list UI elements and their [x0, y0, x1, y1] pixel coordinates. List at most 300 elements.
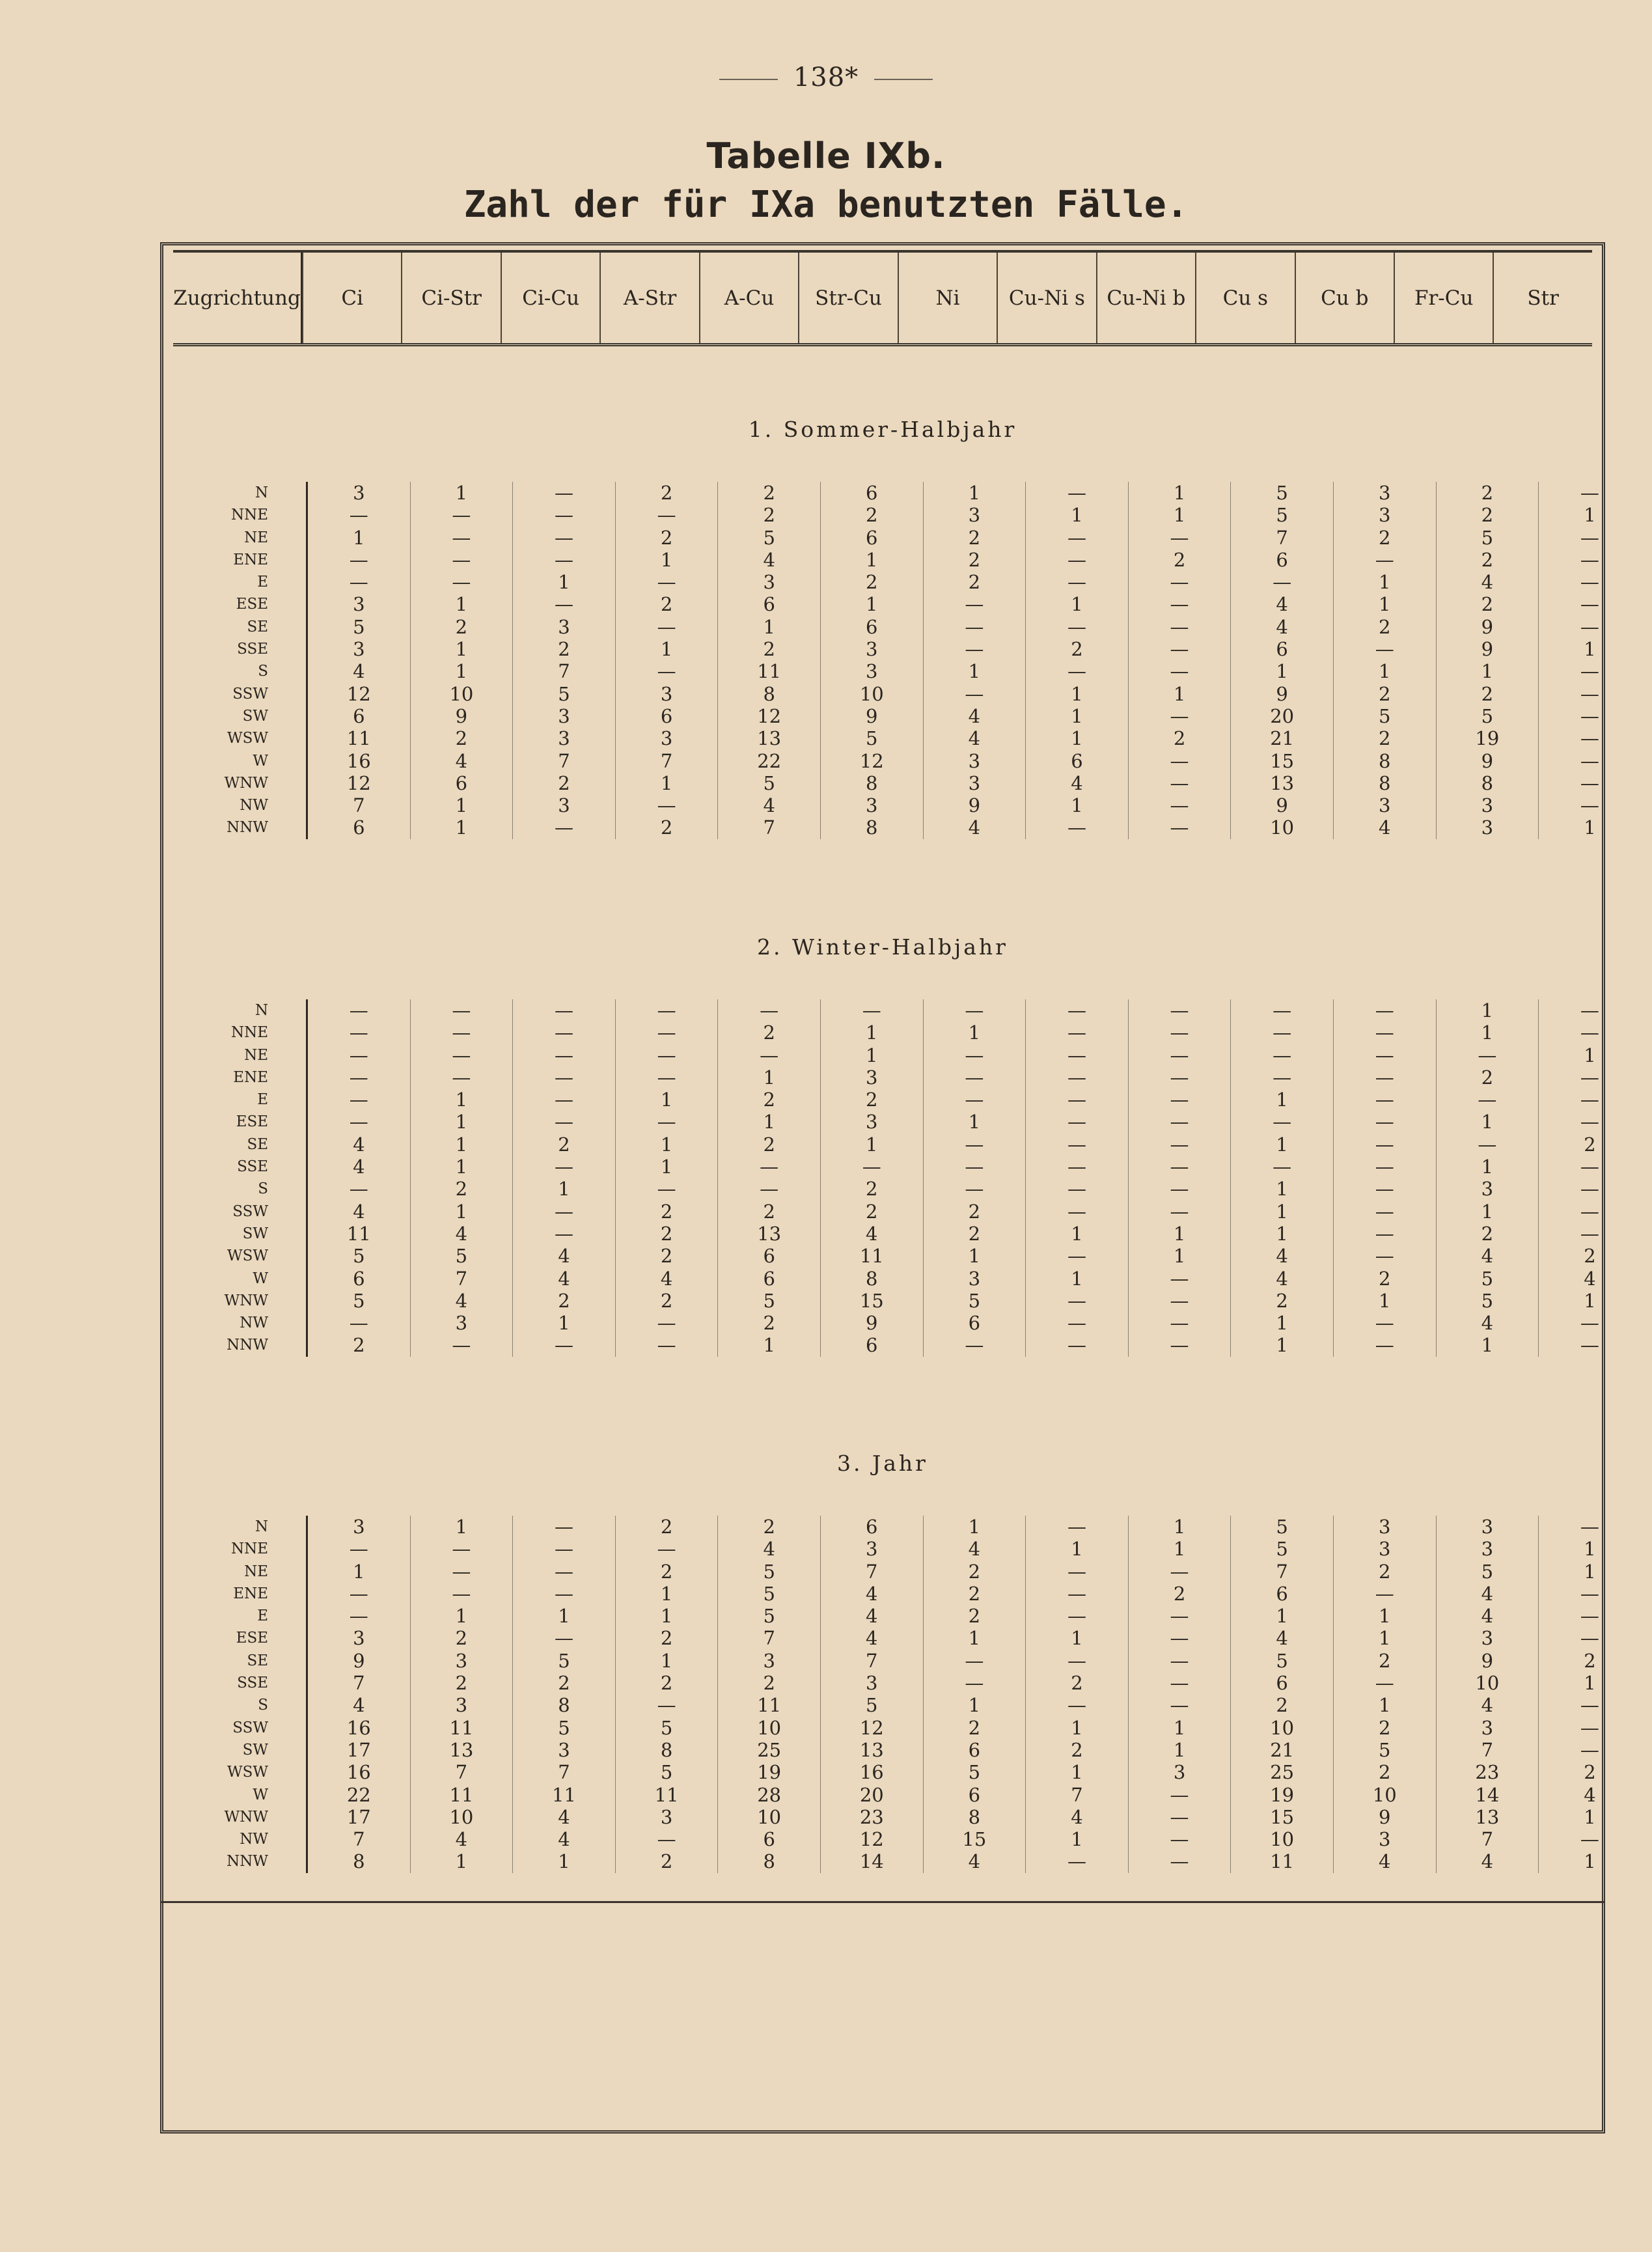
table-cell: —	[1067, 1289, 1086, 1312]
table-cell: 23	[1475, 1761, 1500, 1784]
table-cell: 2	[660, 816, 673, 839]
table-cell: —	[1170, 1312, 1189, 1335]
table-cell: 1	[660, 1133, 673, 1156]
table-cell: 10	[1270, 1716, 1295, 1739]
table-cell: 1	[1481, 999, 1494, 1022]
table-cell: 1	[1276, 1133, 1288, 1156]
header-col-cu-b: Cu b	[1295, 253, 1394, 343]
table-cell: 4	[866, 1582, 878, 1605]
table-cell: 6	[353, 1267, 365, 1290]
table-cell: 11	[552, 1783, 576, 1806]
table-cell: —	[965, 593, 984, 616]
table-cell: 6	[968, 1738, 981, 1761]
table-cell: 2	[353, 1334, 365, 1357]
table-cell: 16	[859, 1761, 884, 1784]
table-cell: —	[965, 1156, 984, 1178]
header-col-str: Str	[1493, 253, 1591, 343]
table-cell: —	[657, 504, 676, 527]
table-cell: 1	[455, 1516, 468, 1538]
table-cell: —	[1580, 615, 1599, 638]
table-cell: 19	[757, 1761, 782, 1784]
table-cell: 4	[763, 794, 775, 817]
table-cell: —	[760, 1156, 779, 1178]
table-cell: —	[1067, 548, 1086, 571]
table-cell: 20	[1270, 704, 1295, 727]
data-column	[1025, 999, 1128, 1357]
table-cell: —	[1067, 1022, 1086, 1044]
table-cell: 1	[455, 1111, 468, 1133]
table-cell: —	[657, 1538, 676, 1561]
table-cell: 9	[353, 1649, 365, 1672]
header-col-fr-cu: Fr-Cu	[1394, 253, 1493, 343]
table-cell: 1	[1071, 704, 1083, 727]
table-cell: 1	[455, 593, 468, 616]
table-cell: 3	[1481, 1516, 1494, 1538]
table-cell: 4	[1481, 571, 1494, 594]
table-cell: 9	[1481, 638, 1494, 661]
table-cell: 8	[1379, 772, 1391, 794]
table-cell: 1	[660, 1605, 673, 1628]
direction-label: NW	[240, 1314, 268, 1332]
table-cell: 19	[1270, 1783, 1295, 1806]
table-cell: 1	[1071, 1716, 1083, 1739]
table-cell: 1	[558, 1850, 570, 1873]
table-cell: 16	[346, 1716, 371, 1739]
table-cell: 2	[1276, 1289, 1288, 1312]
data-column	[717, 482, 820, 839]
table-cell: —	[1375, 1582, 1394, 1605]
table-cell: 11	[654, 1783, 679, 1806]
table-cell: 7	[1481, 1738, 1494, 1761]
table-cell: —	[1170, 660, 1189, 683]
table-cell: —	[349, 1111, 368, 1133]
table-cell: 4	[1379, 816, 1391, 839]
table-cell: —	[554, 482, 573, 504]
table-cell: 2	[968, 1222, 981, 1245]
table-cell: 2	[1276, 1694, 1288, 1717]
table-cell: 22	[346, 1783, 371, 1806]
table-cell: —	[1170, 1672, 1189, 1695]
table-cell: 6	[1276, 1582, 1288, 1605]
table-cell: —	[1375, 1066, 1394, 1089]
data-column	[1333, 1516, 1436, 1873]
table-cell: 15	[1270, 749, 1295, 772]
table-cell: 1	[1071, 504, 1083, 527]
table-cell: 2	[866, 504, 878, 527]
table-cell: —	[452, 1560, 471, 1583]
table-cell: 9	[866, 704, 878, 727]
table-cell: —	[349, 1066, 368, 1089]
table-cell: —	[1170, 1289, 1189, 1312]
table-cell: 1	[763, 1066, 775, 1089]
direction-label: W	[253, 1786, 268, 1803]
table-cell: 1	[660, 1156, 673, 1178]
table-cell: —	[1375, 1672, 1394, 1695]
table-cell: —	[1580, 772, 1599, 794]
direction-label: NW	[240, 797, 268, 814]
table-cell: —	[1170, 571, 1189, 594]
table-cell: 1	[1584, 1672, 1596, 1695]
table-cell: 5	[1481, 1560, 1494, 1583]
table-cell: 1	[968, 1627, 981, 1650]
table-cell: 1	[763, 1111, 775, 1133]
table-cell: 4	[1071, 1805, 1083, 1828]
table-cell: 1	[558, 571, 570, 594]
table-cell: 2	[1481, 548, 1494, 571]
table-cell: 2	[660, 1850, 673, 1873]
table-cell: —	[965, 1133, 984, 1156]
table-cell: 1	[558, 1312, 570, 1335]
table-cell: 2	[660, 1289, 673, 1312]
direction-label: SE	[247, 618, 268, 635]
table-cell: 8	[866, 1267, 878, 1290]
table-cell: 1	[660, 1089, 673, 1111]
table-cell: 2	[1584, 1649, 1596, 1672]
table-cell: 1	[1481, 1200, 1494, 1223]
table-cell: 3	[455, 1312, 468, 1335]
table-cell: —	[554, 1200, 573, 1223]
table-cell: —	[1580, 794, 1599, 817]
table-cell: 4	[353, 660, 365, 683]
table-cell: —	[1478, 1089, 1497, 1111]
table-cell: 7	[558, 749, 570, 772]
table-cell: 2	[1173, 727, 1186, 750]
table-cell: —	[657, 1334, 676, 1357]
table-cell: 1	[1379, 660, 1391, 683]
table-cell: —	[1273, 1022, 1292, 1044]
table-cell: 7	[353, 1672, 365, 1695]
table-cell: —	[1170, 1044, 1189, 1066]
direction-label: NNW	[227, 819, 268, 837]
table-cell: 1	[558, 1605, 570, 1628]
table-cell: —	[1580, 749, 1599, 772]
table-cell: 3	[1481, 794, 1494, 817]
direction-label: SSW	[232, 685, 268, 702]
table-cell: 1	[1379, 593, 1391, 616]
table-cell: 1	[866, 1022, 878, 1044]
table-cell: —	[1067, 1111, 1086, 1133]
direction-label: SW	[242, 707, 268, 725]
table-cell: 12	[859, 1828, 884, 1851]
table-cell: 6	[968, 1312, 981, 1335]
header-col-cu-ni-b: Cu-Ni b	[1096, 253, 1195, 343]
table-cell: 4	[1584, 1783, 1596, 1806]
data-column	[615, 482, 718, 839]
table-cell: 1	[1379, 1605, 1391, 1628]
table-cell: 1	[1584, 638, 1596, 661]
table-cell: 3	[1379, 794, 1391, 817]
table-cell: 2	[763, 1200, 775, 1223]
table-cell: 25	[1270, 1761, 1295, 1784]
direction-label: NNE	[230, 1540, 268, 1558]
table-cell: —	[452, 1334, 471, 1357]
table-cell: 3	[1481, 1178, 1494, 1201]
table-cell: —	[1375, 1133, 1394, 1156]
data-column	[1538, 1516, 1641, 1873]
table-cell: 13	[757, 727, 782, 750]
table-cell: —	[1170, 1156, 1189, 1178]
direction-label: W	[253, 1270, 268, 1287]
table-cell: 4	[1584, 1267, 1596, 1290]
table-cell: —	[1170, 1649, 1189, 1672]
direction-label: NE	[244, 529, 268, 546]
table-cell: 3	[455, 1694, 468, 1717]
table-cell: —	[1067, 660, 1086, 683]
table-cell: 6	[866, 482, 878, 504]
table-cell: 1	[1481, 1022, 1494, 1044]
table-cell: —	[760, 1178, 779, 1201]
table-cell: 4	[763, 1538, 775, 1561]
table-cell: 7	[455, 1761, 468, 1784]
table-cell: 2	[763, 638, 775, 661]
table-cell: —	[1580, 1516, 1599, 1538]
table-cell: 7	[1276, 1560, 1288, 1583]
table-cell: 3	[866, 1111, 878, 1133]
data-column	[308, 999, 410, 1357]
table-cell: 1	[558, 1178, 570, 1201]
table-cell: 3	[353, 638, 365, 661]
table-cell: 9	[1379, 1805, 1391, 1828]
section-title: 3. Jahr	[837, 1451, 928, 1476]
table-cell: —	[1580, 660, 1599, 683]
table-cell: 6	[763, 1267, 775, 1290]
table-cell: —	[1170, 1605, 1189, 1628]
table-cell: 2	[968, 526, 981, 549]
table-cell: 6	[763, 593, 775, 616]
table-cell: 2	[968, 1200, 981, 1223]
table-cell: 1	[1071, 794, 1083, 817]
table-cell: 1	[1276, 1312, 1288, 1335]
section-grid	[173, 482, 1641, 839]
table-cell: —	[554, 548, 573, 571]
table-cell: 10	[1372, 1783, 1397, 1806]
table-cell: —	[1170, 1022, 1189, 1044]
table-cell: —	[1067, 1582, 1086, 1605]
table-cell: 4	[968, 1850, 981, 1873]
header-col-ni: Ni	[898, 253, 997, 343]
table-cell: —	[1067, 816, 1086, 839]
table-cell: —	[1273, 999, 1292, 1022]
table-cell: —	[1067, 1066, 1086, 1089]
data-column	[717, 999, 820, 1357]
table-cell: 1	[455, 1156, 468, 1178]
table-cell: 3	[1481, 1538, 1494, 1561]
table-cell: —	[1170, 1089, 1189, 1111]
table-cell: 2	[1071, 1672, 1083, 1695]
table-cell: 1	[353, 526, 365, 549]
table-cell: 1	[455, 1200, 468, 1223]
table-cell: 6	[353, 816, 365, 839]
table-cell: 5	[558, 682, 570, 705]
table-cell: 6	[866, 615, 878, 638]
table-cell: 2	[660, 1200, 673, 1223]
table-cell: —	[349, 1605, 368, 1628]
table-cell: 13	[1475, 1805, 1500, 1828]
page-number-rule-right	[874, 79, 933, 80]
table-cell: 8	[763, 682, 775, 705]
table-cell: —	[1273, 1044, 1292, 1066]
table-cell: —	[862, 1156, 881, 1178]
table-cell: 1	[455, 638, 468, 661]
table-cell: 8	[353, 1850, 365, 1873]
table-cell: 2	[866, 1089, 878, 1111]
table-cell: 1	[1173, 1245, 1186, 1268]
table-cell: 11	[757, 1694, 782, 1717]
table-cell: 10	[1270, 816, 1295, 839]
table-cell: 7	[660, 749, 673, 772]
table-cell: 3	[1379, 482, 1391, 504]
table-cell: —	[1067, 1245, 1086, 1268]
table-cell: —	[1580, 548, 1599, 571]
table-cell: 9	[1481, 749, 1494, 772]
table-header	[173, 250, 1592, 346]
table-cell: 1	[968, 1694, 981, 1717]
table-cell: 1	[1276, 1605, 1288, 1628]
table-cell: 7	[558, 1761, 570, 1784]
table-cell: —	[554, 526, 573, 549]
table-cell: —	[349, 1089, 368, 1111]
table-cell: 9	[1276, 682, 1288, 705]
table-cell: 3	[353, 1516, 365, 1538]
table-cell: —	[554, 593, 573, 616]
table-cell: —	[1375, 638, 1394, 661]
table-cell: 1	[1173, 1738, 1186, 1761]
table-cell: —	[1170, 1627, 1189, 1650]
table-cell: —	[657, 999, 676, 1022]
table-cell: 1	[1173, 1222, 1186, 1245]
table-cell: 3	[1481, 1716, 1494, 1739]
table-cell: 3	[1481, 1627, 1494, 1650]
direction-label: WNW	[224, 774, 268, 792]
table-cell: —	[554, 1156, 573, 1178]
table-cell: 17	[346, 1738, 371, 1761]
table-cell: 1	[1481, 1334, 1494, 1357]
table-cell: 6	[455, 772, 468, 794]
table-cell: 20	[859, 1783, 884, 1806]
table-cell: 2	[1481, 1222, 1494, 1245]
table-cell: —	[554, 1222, 573, 1245]
table-cell: —	[1067, 1133, 1086, 1156]
table-cell: 2	[660, 526, 673, 549]
table-cell: 4	[1481, 1312, 1494, 1335]
table-cell: 1	[1584, 1289, 1596, 1312]
table-cell: 6	[763, 1828, 775, 1851]
table-cell: 3	[866, 1672, 878, 1695]
table-cell: 5	[558, 1649, 570, 1672]
table-cell: 1	[1584, 1850, 1596, 1873]
table-cell: 5	[866, 1694, 878, 1717]
table-cell: 2	[1379, 1716, 1391, 1739]
table-cell: 1	[1173, 682, 1186, 705]
table-cell: 11	[449, 1716, 474, 1739]
table-cell: 1	[1071, 1828, 1083, 1851]
header-col-str-cu: Str-Cu	[798, 253, 897, 343]
table-cell: 9	[455, 704, 468, 727]
table-cell: —	[657, 1694, 676, 1717]
table-cell: —	[1273, 571, 1292, 594]
direction-label: S	[258, 1180, 268, 1198]
table-cell: 1	[1584, 816, 1596, 839]
table-cell: —	[760, 1044, 779, 1066]
table-cell: 11	[449, 1783, 474, 1806]
table-cell: —	[554, 816, 573, 839]
table-cell: 2	[763, 1672, 775, 1695]
table-cell: 1	[763, 615, 775, 638]
table-cell: 5	[1379, 1738, 1391, 1761]
table-cell: —	[965, 999, 984, 1022]
table-cell: 2	[968, 571, 981, 594]
table-cell: 3	[1379, 1538, 1391, 1561]
table-cell: —	[1375, 548, 1394, 571]
table-cell: —	[349, 999, 368, 1022]
table-cell: —	[1580, 1694, 1599, 1717]
table-cell: 1	[1481, 1111, 1494, 1133]
table-cell: —	[452, 548, 471, 571]
table-cell: —	[1170, 1178, 1189, 1201]
table-cell: 15	[1270, 1805, 1295, 1828]
table-cell: 21	[1270, 727, 1295, 750]
table-cell: —	[1580, 1605, 1599, 1628]
table-cell: 2	[1379, 727, 1391, 750]
table-cell: 4	[558, 1267, 570, 1290]
table-cell: —	[452, 1044, 471, 1066]
table-cell: —	[1170, 1200, 1189, 1223]
table-cell: 2	[1379, 615, 1391, 638]
table-cell: —	[1067, 1334, 1086, 1357]
table-cell: 1	[455, 660, 468, 683]
header-zugrichtung: Zugrichtung	[173, 253, 302, 343]
table-cell: 1	[866, 1133, 878, 1156]
table-cell: 9	[968, 794, 981, 817]
table-cell: —	[1478, 1133, 1497, 1156]
table-cell: —	[965, 1334, 984, 1357]
table-cell: 1	[866, 593, 878, 616]
header-col-ci-str: Ci-Str	[401, 253, 500, 343]
table-cell: 1	[455, 1850, 468, 1873]
page-number	[0, 63, 1652, 92]
table-cell: 12	[346, 772, 371, 794]
table-cell: —	[1170, 638, 1189, 661]
table-cell: —	[1067, 526, 1086, 549]
table-cell: 3	[353, 482, 365, 504]
data-column	[512, 999, 615, 1357]
table-cell: 1	[1071, 1267, 1083, 1290]
table-cell: —	[1067, 1089, 1086, 1111]
table-cell: —	[657, 615, 676, 638]
table-cell: 4	[353, 1133, 365, 1156]
table-cell: 2	[558, 1289, 570, 1312]
table-cell: —	[452, 1538, 471, 1561]
table-cell: —	[1375, 1022, 1394, 1044]
table-cell: 2	[455, 727, 468, 750]
table-cell: 4	[660, 1267, 673, 1290]
table-cell: 6	[660, 704, 673, 727]
data-column	[1025, 482, 1128, 839]
table-cell: 1	[1379, 1694, 1391, 1717]
data-column	[1436, 482, 1539, 839]
table-cell: —	[1170, 1850, 1189, 1873]
table-cell: 2	[1173, 1582, 1186, 1605]
table-cell: 2	[1071, 638, 1083, 661]
data-column	[1538, 482, 1641, 839]
table-cell: —	[1273, 1111, 1292, 1133]
direction-label: E	[257, 1607, 268, 1625]
table-cell: 9	[866, 1312, 878, 1335]
table-cell: 1	[1071, 1538, 1083, 1561]
table-cell: 6	[866, 1334, 878, 1357]
table-cell: 12	[346, 682, 371, 705]
table-cell: —	[554, 1582, 573, 1605]
